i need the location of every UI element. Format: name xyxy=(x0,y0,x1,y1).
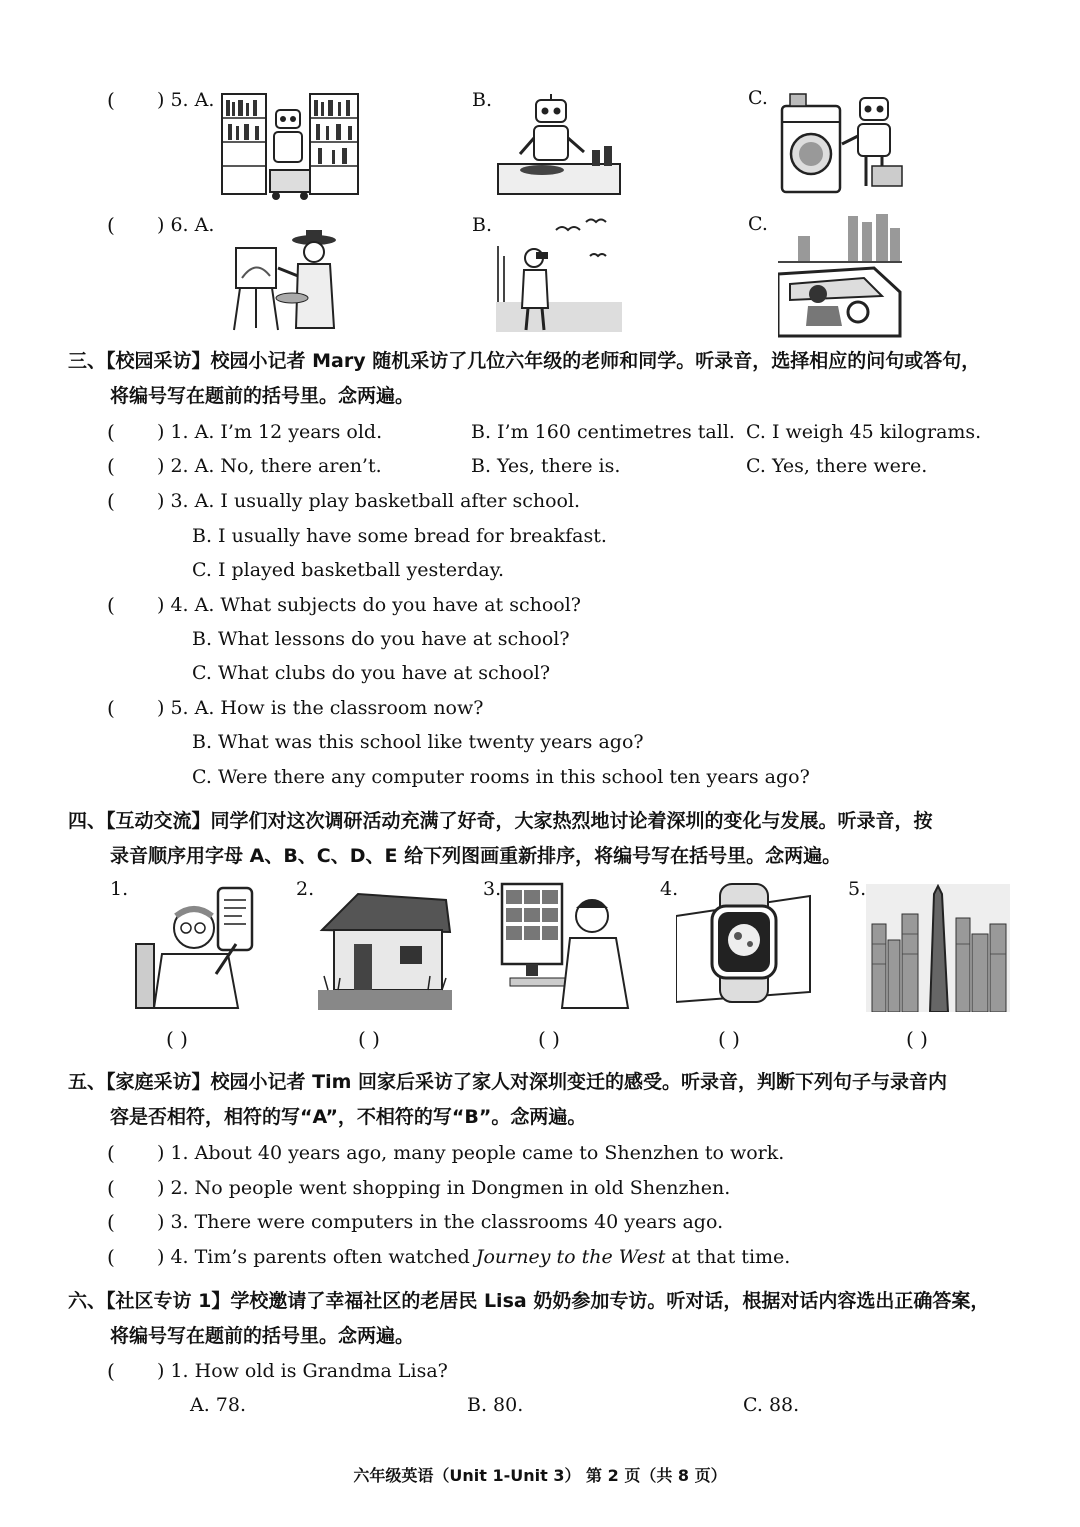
answer-paren: ( xyxy=(107,1359,115,1383)
statement-2: ) 2. No people went shopping in Dongmen in old Shenzhen. xyxy=(157,1177,731,1199)
answer-paren: ( xyxy=(107,1245,115,1269)
birdwatching-picture xyxy=(496,216,622,332)
question-5-option-c: C. Were there any computer rooms in this school ten years ago? xyxy=(192,766,810,788)
section-4-title-line2: 录音顺序用字母 A、B、C、D、E 给下列图画重新排序，将编号写在括号里。念两遍。 xyxy=(110,845,842,867)
statement-4-text: ) 4. Tim’s parents often watched xyxy=(157,1246,476,1268)
question-5-option-a: ) 5. A. How is the classroom now? xyxy=(157,697,484,719)
page-footer: 六年级英语（Unit 1-Unit 3） 第 2 页（共 8 页） xyxy=(353,1466,727,1485)
answer-paren: ( ) xyxy=(538,1027,560,1051)
question-1-option-c: C. I weigh 45 kilograms. xyxy=(746,421,982,443)
option-c-label: C. xyxy=(748,213,768,235)
section-3-title-line2: 将编号写在题前的括号里。念两遍。 xyxy=(110,385,415,407)
answer-paren: ( xyxy=(107,454,115,478)
statement-3: ) 3. There were computers in the classrooms 40 years ago. xyxy=(157,1211,724,1233)
section-5-title-line2: 容是否相符，相符的写“A”，不相符的写“B”。念两遍。 xyxy=(110,1106,587,1128)
question-1: ) 1. How old is Grandma Lisa? xyxy=(157,1360,448,1382)
option-c-label: C. xyxy=(748,87,768,109)
robot-washing-machine-picture xyxy=(780,88,906,196)
section-6-title-line2: 将编号写在题前的括号里。念两遍。 xyxy=(110,1325,415,1347)
question-3-option-c: C. I played basketball yesterday. xyxy=(192,559,504,581)
answer-paren: ( xyxy=(107,593,115,617)
robot-library-picture xyxy=(220,90,360,202)
book-title: Journey to the West xyxy=(475,1246,666,1268)
man-painting-picture xyxy=(226,228,352,332)
question-3-option-a: ) 3. A. I usually play basketball after school. xyxy=(157,490,581,512)
option-b-label: B. xyxy=(472,89,493,111)
option-b: B. 80. xyxy=(467,1394,524,1416)
question-2-option-a: ) 2. A. No, there aren’t. xyxy=(157,455,382,477)
picture-label-5: 5. xyxy=(848,878,867,900)
answer-paren: ( ) xyxy=(906,1027,928,1051)
picture-label-3: 3. xyxy=(483,878,502,900)
question-1-option-b: B. I’m 160 centimetres tall. xyxy=(471,421,735,443)
answer-paren: ( xyxy=(107,1210,115,1234)
question-2-option-c: C. Yes, there were. xyxy=(746,455,928,477)
question-1-option-a: ) 1. A. I’m 12 years old. xyxy=(157,421,383,443)
answer-paren: ( xyxy=(107,489,115,513)
section-5-title: 五、【家庭采访】校园小记者 Tim 回家后采访了家人对深圳变迁的感受。听录音，判断下列句子与录音内 xyxy=(68,1071,948,1093)
smartwatch-picture xyxy=(676,882,812,1006)
question-4-option-b: B. What lessons do you have at school? xyxy=(192,628,570,650)
option-a: A. 78. xyxy=(190,1394,247,1416)
question-5-option-b: B. What was this school like twenty years ago? xyxy=(192,731,644,753)
question-4-option-c: C. What clubs do you have at school? xyxy=(192,662,551,684)
video-call-picture xyxy=(500,882,630,1010)
option-b-label: B. xyxy=(472,214,493,236)
answer-paren: ( xyxy=(107,696,115,720)
statement-4 xyxy=(157,1246,790,1269)
section-4-title: 四、【互动交流】同学们对这次调研活动充满了好奇，大家热烈地讨论着深圳的变化与发展。听录音，按 xyxy=(68,810,933,832)
question-2-option-b: B. Yes, there is. xyxy=(471,455,621,477)
question-4-option-a: ) 4. A. What subjects do you have at school? xyxy=(157,594,581,616)
answer-paren: ( xyxy=(107,88,115,112)
answer-paren: ( xyxy=(107,1141,115,1165)
statement-1: ) 1. About 40 years ago, many people came to Shenzhen to work. xyxy=(157,1142,785,1164)
option-c: C. 88. xyxy=(743,1394,800,1416)
robot-cooking-picture xyxy=(496,92,622,196)
question-3-option-b: B. I usually have some bread for breakfast. xyxy=(192,525,607,547)
answer-paren: ( xyxy=(107,420,115,444)
statement-4-end: at that time. xyxy=(665,1246,791,1268)
answer-paren: ( ) xyxy=(166,1027,188,1051)
old-house-picture xyxy=(318,886,452,1010)
answer-paren: ( ) xyxy=(718,1027,740,1051)
answer-paren: ( xyxy=(107,213,115,237)
question-number: ) 5. A. xyxy=(157,89,215,111)
picture-label-4: 4. xyxy=(660,878,679,900)
picture-label-1: 1. xyxy=(110,878,129,900)
driving-car-picture xyxy=(778,214,902,338)
section-6-title: 六、【社区专访 1】学校邀请了幸福社区的老居民 Lisa 奶奶参加专访。听对话，根据对话内容选出正确答案， xyxy=(68,1290,990,1312)
answer-paren: ( xyxy=(107,1176,115,1200)
section-3-title: 三、【校园采访】校园小记者 Mary 随机采访了几位六年级的老师和同学。听录音，选择相应的问句或答句， xyxy=(68,350,981,372)
grandma-phone-picture xyxy=(132,884,260,1010)
picture-label-2: 2. xyxy=(296,878,315,900)
city-skyline-picture xyxy=(866,884,1010,1012)
answer-paren: ( ) xyxy=(358,1027,380,1051)
question-number: ) 6. A. xyxy=(157,214,215,236)
